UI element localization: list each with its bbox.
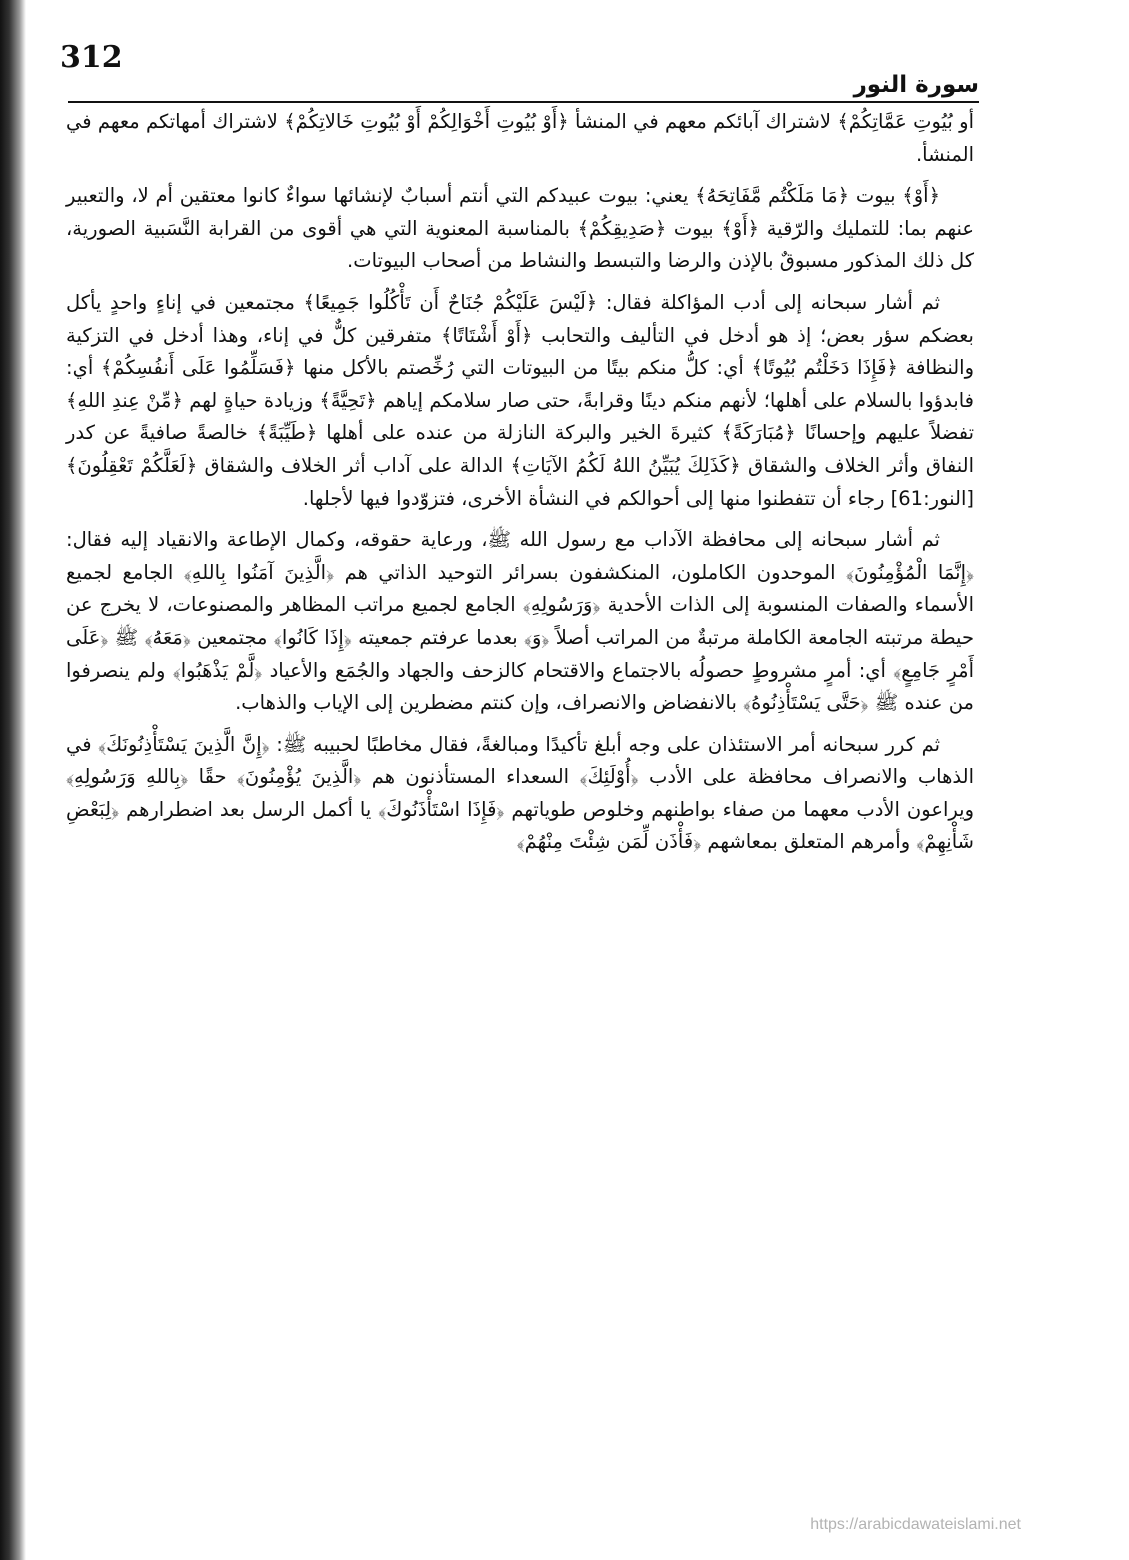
surah-title: سورة النور: [853, 72, 979, 98]
paragraph-3: ثم أشار سبحانه إلى أدب المؤاكلة فقال: ﴿لَيْسَ عَلَيْكُمْ جُنَاحٌ أَن تَأْكُلُوا جَمِيعًا﴾ مجتمعين في إناءٍ واحدٍ يأكل بعضكم سؤر بعض؛ إذ هو أدخل في التأليف والتحابب ﴿أَوْ أَشْتَاتًا﴾ متفرقين كلٌّ في إناء، وهذا أدخل في التزكية والنظافة ﴿فَإِذَا دَخَلْتُم بُيُوتًا﴾ أي: كلُّ منكم بيتًا من البيوتات التي رُخِّصتم بالأكل منها ﴿فَسَلِّمُوا عَلَى أَنفُسِكُمْ﴾ أي: فابدؤوا بالسلام على أهلها؛ لأنهم منكم دينًا وقرابةً، حتى صار سلامكم إياهم ﴿تَحِيَّةً﴾ وزيادة حياةٍ لهم ﴿مِّنْ عِندِ اللهِ﴾ تفضلاً عليهم وإحسانًا ﴿مُبَارَكَةً﴾ كثيرةَ الخير والبركة النازلة من عنده على أهلها ﴿طَيِّبَةً﴾ خالصةً صافيةً عن كدر النفاق وأثر الخلاف والشقاق ﴿كَذَلِكَ يُبَيِّنُ اللهُ لَكُمُ الآيَاتِ﴾ الدالة على آداب أثر الخلاف والشقاق ﴿لَعَلَّكُمْ تَعْقِلُونَ﴾ [النور:61] رجاء أن تتفطنوا منها إلى أحوالكم في النشأة الأخرى، فتزوّدوا فيها لأجلها.: [66, 290, 974, 510]
paragraph-5: ثم كرر سبحانه أمر الاستئذان على وجه أبلغ تأكيدًا ومبالغةً، فقال مخاطبًا لحبيبه ﷺ: ﴿إِنَّ الَّذِينَ يَسْتَأْذِنُونَكَ﴾ في الذهاب والانصراف محافظة على الأدب ﴿أُوْلَئِكَ﴾ السعداء المستأذنون هم ﴿الَّذِينَ يُؤْمِنُونَ﴾ حقًا ﴿بِاللهِ وَرَسُولِهِ﴾ ويراعون الأدب معهما من صفاء بواطنهم وخلوص طوياتهم ﴿فَإِذَا اسْتَأْذَنُوكَ﴾ يا أكمل الرسل بعد اضطرارهم ﴿لِبَعْضِ شَأْنِهِمْ﴾ وأمرهم المتعلق بمعاشهم ﴿فَأْذَن لِّمَن شِئْتَ مِنْهُمْ﴾: [66, 732, 974, 854]
page-body: [66, 106, 974, 868]
page-header: [60, 40, 979, 100]
watermark-url: https://arabicdawateislami.net: [810, 1516, 1021, 1533]
paragraph-1: أو بُيُوتِ عَمَّاتِكُمْ﴾ لاشتراك آبائكم معهم في المنشأ ﴿أَوْ بُيُوتِ أَخْوَالِكُمْ أَوْ بُيُوتِ خَالاتِكُمْ﴾ لاشتراك أمهاتكم معهم في المنشأ.: [66, 110, 974, 166]
scan-left-edge-shadow: [0, 0, 26, 1560]
header-rule: [68, 101, 979, 103]
paragraph-4: ثم أشار سبحانه إلى محافظة الآداب مع رسول الله ﷺ، ورعاية حقوقه، وكمال الإطاعة والانقياد إليه فقال: ﴿إِنَّمَا الْمُؤْمِنُونَ﴾ الموحدون الكاملون، المنكشفون بسرائر التوحيد الذاتي هم ﴿الَّذِينَ آمَنُوا بِاللهِ﴾ الجامع لجميع الأسماء والصفات المنسوبة إلى الذات الأحدية ﴿وَرَسُولِهِ﴾ الجامع لجميع مراتب المظاهر والمصنوعات، لا يخرج عن حيطة مرتبته الجامعة الكاملة مرتبةٌ من المراتب أصلاً ﴿وَ﴾ بعدما عرفتم جمعيته ﴿إِذَا كَانُوا﴾ مجتمعين ﴿مَعَهُ﴾ ﷺ ﴿عَلَى أَمْرٍ جَامِعٍ﴾ أي: أمرٍ مشروطٍ حصولُه بالاجتماع والاقتحام كالزحف والجهاد والجُمَع والأعياد ﴿لَّمْ يَذْهَبُوا﴾ ولم ينصرفوا من عنده ﷺ ﴿حَتَّى يَسْتَأْذِنُوهُ﴾ بالانفضاض والانصراف، وإن كنتم مضطرين إلى الإياب والذهاب.: [66, 528, 974, 715]
page-number: 312: [60, 40, 123, 75]
paragraph-2: ﴿أَوْ﴾ بيوت ﴿مَا مَلَكْتُم مَّفَاتِحَهُ﴾ يعني: بيوت عبيدكم التي أنتم أسبابٌ لإنشائها سواءٌ كانوا معتقين أم لا، والتعبير عنهم بما: للتمليك والرّقية ﴿أَوْ﴾ بيوت ﴿صَدِيقِكُمْ﴾ بالمناسبة المعنوية التي هي أقوى من القرابة النَّسَبية الصورية، كل ذلك المذكور مسبوقٌ بالإذن والرضا والتبسط والنشاط من أصحاب البيوتات.: [66, 184, 974, 273]
